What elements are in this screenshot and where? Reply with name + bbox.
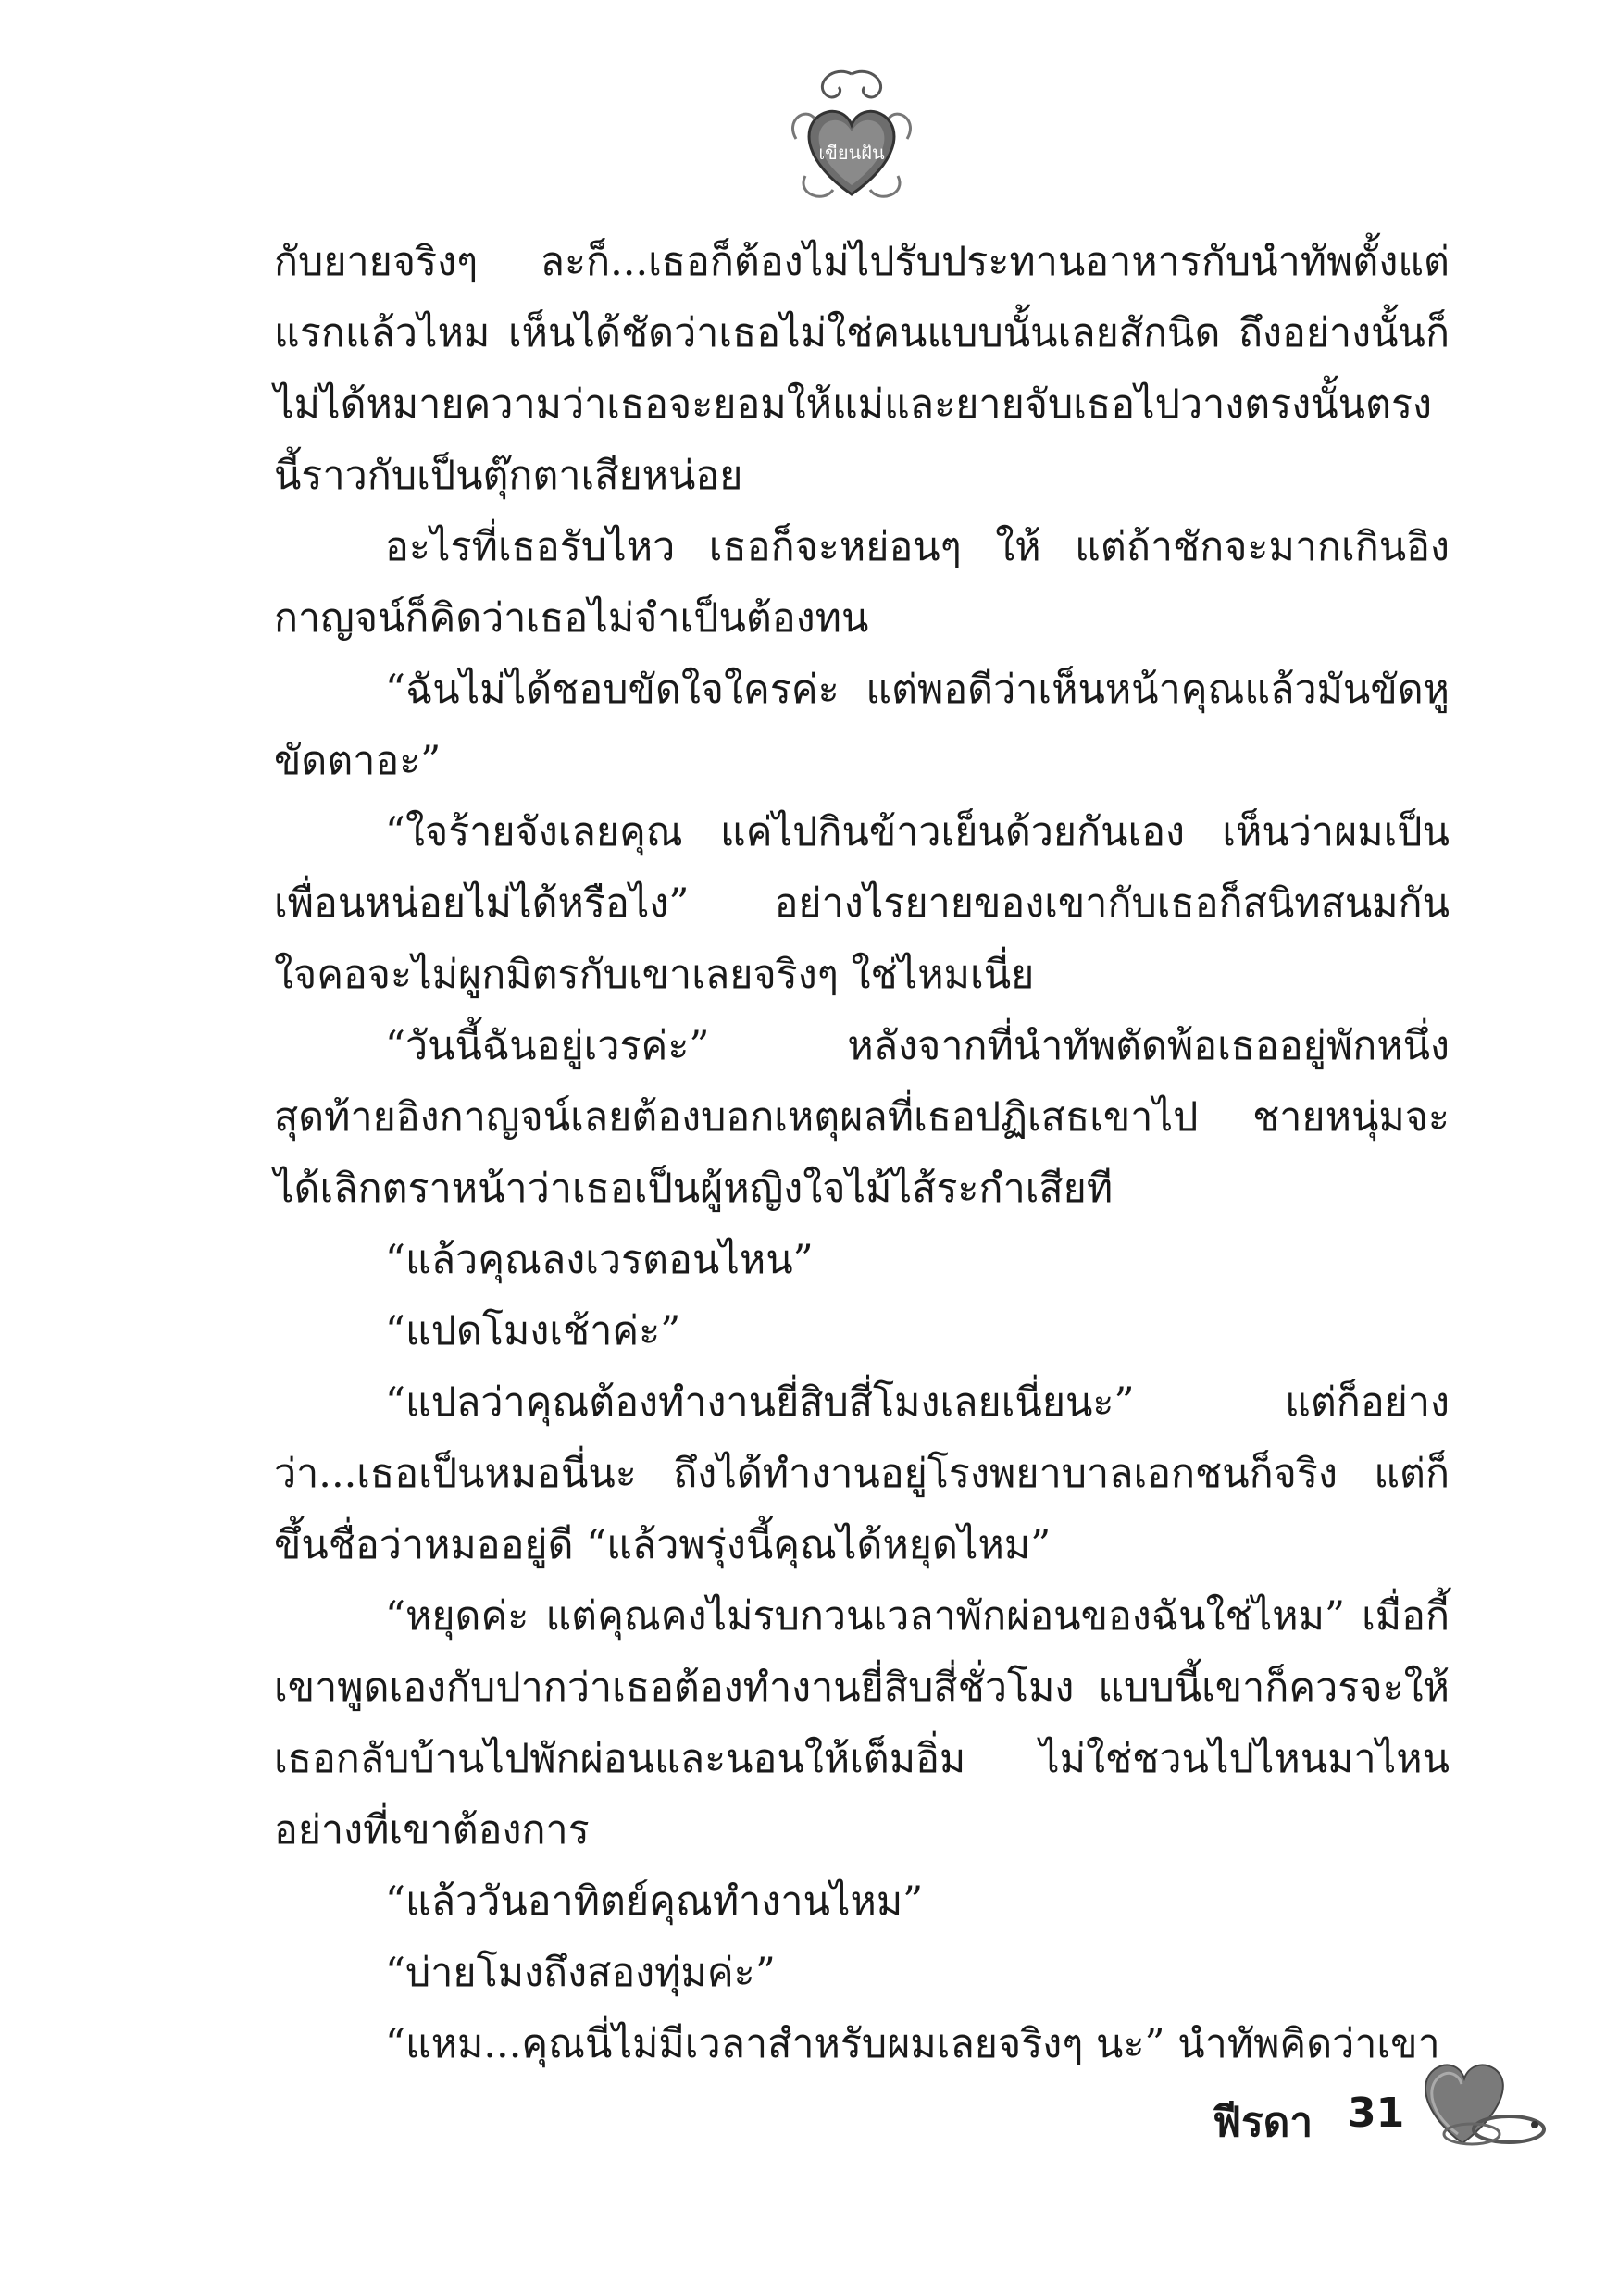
paragraph: “ใจร้ายจังเลยคุณ แค่ไปกินข้าวเย็นด้วยกันเอง เห็นว่าผมเป็นเพื่อนหน่อยไม่ได้หรือไง” อย่างไรยายของเขากับเธอก็สนิทสนมกัน ใจคอจะไม่ผูกมิตรกับเขาเลยจริงๆ ใช่ไหมเนี่ย (274, 809, 1450, 998)
page-number: 31 (1348, 2090, 1405, 2137)
emblem-text: เขียนฝัน (818, 142, 885, 164)
paragraph: “วันนี้ฉันอยู่เวรค่ะ” หลังจากที่นำทัพตัดพ้อเธออยู่พักหนึ่ง สุดท้ายอิงกาญจน์เลยต้องบอกเหตุผลที่เธอปฏิเสธเขาไป ชายหนุ่มจะได้เลิกตราหน้าว่าเธอเป็นผู้หญิงใจไม้ไส้ระกำเสียที (274, 1023, 1450, 1212)
chapter-body (274, 227, 1450, 2080)
book-title: ฟีรดา (1213, 2099, 1313, 2146)
paragraph: “แล้ววันอาทิตย์คุณทำงานไหม” (385, 1878, 924, 1925)
paragraph: กับยายจริงๆ ละก็...เธอก็ต้องไม่ไปรับประทานอาหารกับนำทัพตั้งแต่แรกแล้วไหม เห็นได้ชัดว่าเธอไม่ใช่คนแบบนั้นเลยสักนิด ถึงอย่างนั้นก็ไม่ได้หมายความว่าเธอจะยอมให้แม่และยายจับเธอไปวางตรงนั้นตรงนี้ราวกับเป็นตุ๊กตาเสียหน่อย (274, 239, 1450, 499)
page-footer (1176, 2041, 1583, 2171)
paragraph: “แหม...คุณนี่ไม่มีเวลาสำหรับผมเลยจริงๆ นะ” นำทัพคิดว่าเขา (385, 2021, 1440, 2067)
paragraph: “แล้วคุณลงเวรตอนไหน” (385, 1237, 814, 1283)
heart-rings-icon (1407, 2041, 1555, 2162)
paragraph: “หยุดค่ะ แต่คุณคงไม่รบกวนเวลาพักผ่อนของฉันใช่ไหม” เมื่อกี้เขาพูดเองกับปากว่าเธอต้องทำงานยี่สิบสี่ชั่วโมง แบบนี้เขาก็ควรจะให้เธอกลับบ้านไปพักผ่อนและนอนให้เต็มอิ่ม ไม่ใช่ชวนไปไหนมาไหนอย่างที่เขาต้องการ (274, 1593, 1450, 1853)
paragraph: อะไรที่เธอรับไหว เธอก็จะหย่อนๆ ให้ แต่ถ้าชักจะมากเกินอิงกาญจน์ก็คิดว่าเธอไม่จำเป็นต้องทน (274, 524, 1450, 642)
paragraph: “บ่ายโมงถึงสองทุ่มค่ะ” (385, 1950, 776, 1996)
paragraph: “แปดโมงเช้าค่ะ” (385, 1308, 681, 1354)
ornamental-emblem-icon (768, 56, 935, 222)
paragraph: “แปลว่าคุณต้องทำงานยี่สิบสี่โมงเลยเนี่ยนะ” แต่ก็อย่างว่า...เธอเป็นหมอนี่นะ ถึงได้ทำงานอยู่โรงพยาบาลเอกชนก็จริง แต่ก็ขึ้นชื่อว่าหมออยู่ดี “แล้วพรุ่งนี้คุณได้หยุดไหม” (274, 1379, 1450, 1568)
paragraph: “ฉันไม่ได้ชอบขัดใจใครค่ะ แต่พอดีว่าเห็นหน้าคุณแล้วมันขัดหูขัดตาอะ” (274, 667, 1450, 784)
